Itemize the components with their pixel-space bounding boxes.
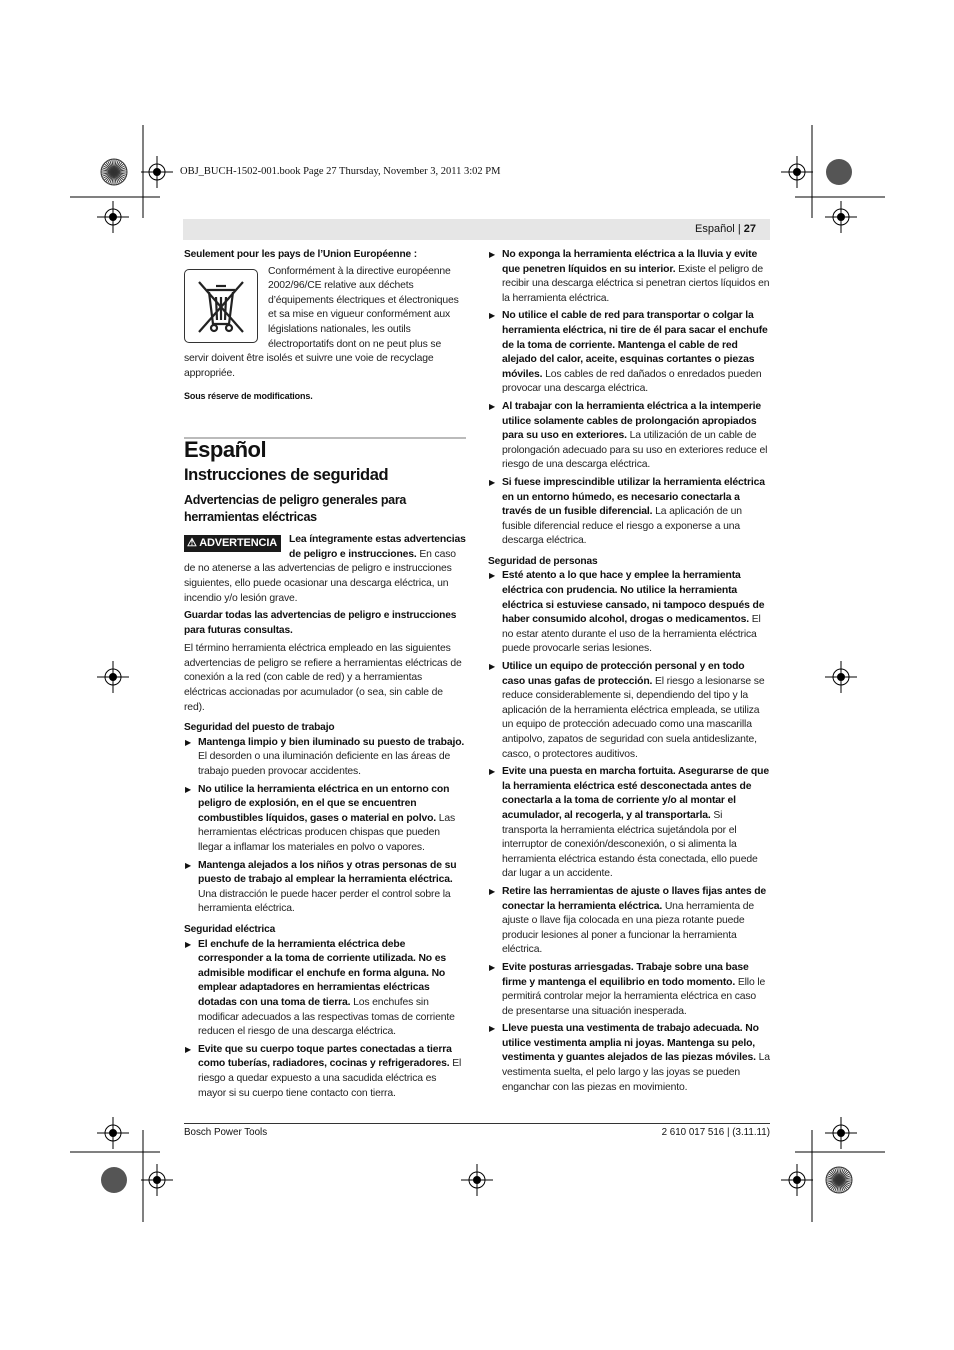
item-text: Si transporta la herramienta eléctrica sujetándola por el interruptor de conexión/desconexión, o si alimenta la herramienta eléctrica estando ésta conectada, ello puede dar lugar a un accidente. — [502, 809, 758, 880]
workplace-safety-title: Seguridad del puesto de trabajo — [184, 722, 335, 734]
right-column — [488, 248, 770, 1098]
general-warnings-title: Advertencias de peligro generales para herramientas eléctricas — [184, 493, 407, 524]
item-bold: No exponga la herramienta eléctrica a la lluvia y evite que penetren líquidos en su interior. — [502, 249, 758, 275]
item-bold: No utilice la herramienta eléctrica en un entorno con peligro de explosión, en el que se encuentren combustibles líquidos, gases o material en polvo. — [198, 783, 450, 824]
warning-body: En caso de no atenerse a las advertencias de peligro e instrucciones siguientes, ello puede ocasionar una descarga eléctrica, un incendio y/o lesión grave. — [184, 548, 456, 604]
workplace-safety-list — [184, 736, 466, 917]
item-text: Existe el peligro de recibir una descarga eléctrica si penetran ciertos líquidos en la herramienta eléctrica. — [502, 263, 770, 304]
eu-text: Conformément à la directive européenne 2002/96/CE relative aux déchets d’équipements électriques et électroniques et sa mise en vigueur conformément aux législations nationales, les outils électroportatifs dont on ne peut plus se servir doivent être isolés et suivre une voie de recyclage appropriée. — [184, 265, 459, 379]
warning-badge — [184, 535, 281, 552]
item-text: Los enchufes sin modificar adecuados a las respectivas tomas de corriente reducen el riesgo de una descarga eléctrica. — [198, 996, 455, 1038]
item-bold: El enchufe de la herramienta eléctrica debe corresponder a la toma de corriente utilizada. No es admisible modificar el enchufe en forma alguna. No emplear adaptadores en herramientas eléctricas dotadas con una toma de tierra. — [198, 938, 446, 1008]
item-text: El riesgo a quedar expuesto a una sacudida eléctrica es mayor si su cuerpo tiene contacto con tierra. — [198, 1058, 462, 1099]
term-definition: El término herramienta eléctrica empleado en las siguientes advertencias de peligro se refiere a herramientas eléctricas de conexión a la red (con cable de red) y a herramientas eléctricas accionadas por acumulador (o sea, sin cable de red). — [184, 643, 462, 713]
list-item — [184, 736, 466, 780]
item-bold: Mantenga alejados a los niños y otras personas de su puesto de trabajo al emplear la herramienta eléctrica. — [198, 859, 457, 886]
item-bold: Retire las herramientas de ajuste o llaves fijas antes de conectar la herramienta eléctrica. — [502, 885, 767, 912]
item-bold: Evite posturas arriesgadas. Trabaje sobre una base firme y mantenga el equilibrio en todo momento. — [502, 961, 749, 988]
item-text: Los cables de red dañados o enredados pueden provocar una descarga eléctrica. — [502, 368, 762, 395]
page-number: 27 — [743, 223, 756, 235]
item-bold: Esté atento a lo que hace y emplee la herramienta eléctrica con prudencia. No utilice la herramienta eléctrica si estuviese cansado, ni tampoco después de haber consumido alcohol, drogas o medicamentos. — [502, 570, 765, 626]
item-bold: No utilice el cable de red para transportar o colgar la herramienta eléctrica, ni tire de él para sacar el enchufe de la toma de corriente. Mantenga el cable de red alejado del calor, aceite, esquinas cortantes o piezas móviles. — [502, 310, 768, 380]
left-column — [184, 248, 466, 1104]
list-item — [184, 859, 466, 917]
list-item — [488, 476, 770, 549]
list-item — [184, 938, 466, 1040]
electrical-safety-list — [184, 938, 466, 1102]
item-bold: Al trabajar con la herramienta eléctrica a la intemperie utilice solamente cables de prolongación apropiados para su uso en exteriores. — [502, 400, 761, 442]
warning-badge-label: ADVERTENCIA — [199, 537, 278, 550]
item-bold: Mantenga limpio y bien iluminado su puesto de trabajo. — [198, 736, 465, 748]
item-text: El riesgo a lesionarse se reduce considerablemente si, dependiendo del tipo y la aplicación de la herramienta eléctrica empleada, se utiliza un equipo de protección adecuado como una mascarilla antipolvo, zapatos de seguridad con suela antideslizante, casco, o protectores auditivos. — [502, 675, 765, 760]
item-text: Una herramienta de ajuste o llave fija colocada en una pieza rotante puede producir lesiones al poner a funcionar la herramienta eléctrica. — [502, 900, 754, 956]
item-text: El no estar atento durante el uso de la herramienta eléctrica puede provocarle serias lesiones. — [502, 614, 761, 655]
footer-brand: Bosch Power Tools — [184, 1127, 268, 1138]
list-item — [488, 248, 770, 306]
warning-triangle-icon: ⚠ — [187, 537, 197, 550]
item-text: Las herramientas eléctricas producen chispas que pueden llegar a inflamar los materiales en polvo o vapores. — [198, 812, 456, 853]
item-text: La utilización de un cable de prolongación adecuado para su uso en exteriores reduce el riesgo de una descarga eléctrica. — [502, 430, 768, 471]
eu-title: Seulement pour les pays de l’Union Européenne : — [184, 249, 417, 260]
item-text: La vestimenta suelta, el pelo largo y las joyas se pueden enganchar con las piezas en movimiento. — [502, 1052, 770, 1093]
personal-safety-title: Seguridad de personas — [488, 555, 598, 567]
file-info: OBJ_BUCH-1502-001.book Page 27 Thursday, November 3, 2011 3:02 PM — [180, 166, 501, 177]
list-item — [488, 765, 770, 882]
list-item — [488, 569, 770, 657]
list-item — [488, 961, 770, 1019]
item-bold: Evite una puesta en marcha fortuita. Asegurarse de que la herramienta eléctrica esté desconectada antes de conectarla a la toma de corriente y/o al montar el acumulador, al recogerla, y al transportarla. — [502, 766, 769, 821]
list-item — [488, 1022, 770, 1095]
weee-bin-icon — [184, 269, 258, 343]
safety-title: Instrucciones de seguridad — [184, 465, 389, 484]
list-item — [488, 660, 770, 762]
item-bold: Utilice un equipo de protección personal y en todo caso unas gafas de protección. — [502, 661, 745, 687]
electrical-safety-list-cont — [488, 248, 770, 549]
list-item — [488, 309, 770, 397]
list-item — [184, 1043, 466, 1101]
page-label: Español | 27 — [695, 223, 756, 235]
personal-safety-list — [488, 569, 770, 1095]
item-text: El desorden o una iluminación deficiente en las áreas de trabajo pueden provocar accidentes. — [198, 751, 451, 778]
item-text: La aplicación de un fusible diferencial reduce el riesgo a exponerse a una descarga eléctrica. — [502, 506, 742, 547]
item-text: Ello le permitirá controlar mejor la herramienta eléctrica en caso de presentarse una situación inesperada. — [502, 976, 766, 1017]
footer-rule — [184, 1123, 770, 1124]
item-bold: Evite que su cuerpo toque partes conectadas a tierra como tuberías, radiadores, cocinas y refrigeradores. — [198, 1043, 452, 1070]
list-item — [488, 400, 770, 473]
warning-bold: Lea íntegramente estas advertencias de peligro e instrucciones. — [289, 534, 466, 560]
list-item — [488, 885, 770, 958]
footer-code: 2 610 017 516 | (3.11.11) — [661, 1127, 770, 1138]
reserve-note: Sous réserve de modifications. — [184, 391, 313, 402]
electrical-safety-title: Seguridad eléctrica — [184, 923, 276, 935]
keep-instructions: Guardar todas las advertencias de peligro e instrucciones para futuras consultas. — [184, 610, 457, 636]
list-item — [184, 783, 466, 856]
item-bold: Lleve puesta una vestimenta de trabajo adecuada. No utilice vestimenta amplia ni joyas. Mantenga su pelo, vestimenta y guantes alejados de las piezas móviles. — [502, 1023, 759, 1064]
item-text: Una distracción le puede hacer perder el control sobre la herramienta eléctrica. — [198, 888, 451, 915]
section-name: Español — [695, 223, 735, 235]
item-bold: Si fuese imprescindible utilizar la herramienta eléctrica en un entorno húmedo, es necesario conectarla a través de un fusible diferencial. — [502, 476, 765, 518]
language-title: Español — [184, 436, 267, 462]
header-bar — [183, 219, 770, 240]
